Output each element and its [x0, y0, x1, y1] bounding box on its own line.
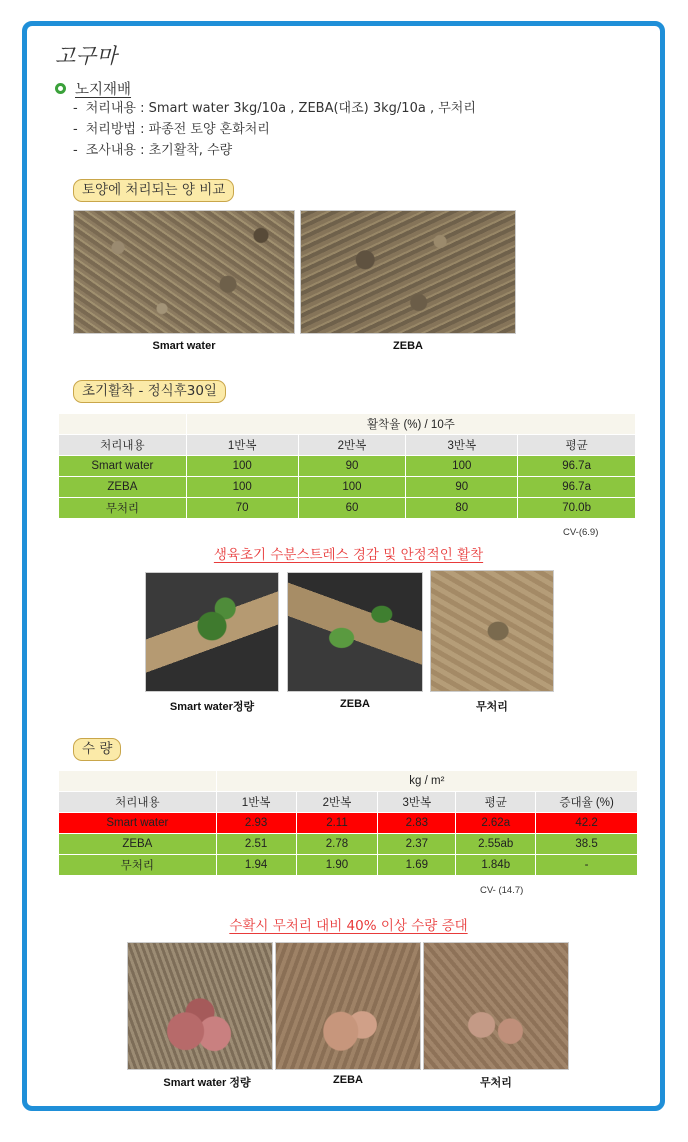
column-header: 처리내용 — [59, 792, 217, 813]
table-cell: 2.11 — [296, 813, 378, 834]
table-header-row — [59, 414, 636, 435]
table-cell: 2.62a — [456, 813, 536, 834]
table-cell: ZEBA — [59, 834, 217, 855]
section-header — [55, 78, 131, 99]
soil-caption-zeba: ZEBA — [393, 340, 423, 352]
table-cell: 80 — [406, 498, 518, 519]
column-header: 2반복 — [296, 792, 378, 813]
table-unit-header: 활착율 (%) / 10주 — [186, 414, 635, 435]
table-unit-header: kg / m² — [216, 771, 637, 792]
rooting-caption-zeba: ZEBA — [340, 698, 370, 710]
table-cell: 100 — [298, 477, 406, 498]
detail-item: - 조사내용 : 초기활착, 수량 — [73, 140, 476, 161]
table-cell: 2.37 — [378, 834, 456, 855]
soil-compare-heading: 토양에 처리되는 양 비교 — [73, 179, 234, 202]
content-frame — [22, 21, 665, 1111]
column-header: 3반복 — [378, 792, 456, 813]
soil-photo-smart-water — [73, 210, 295, 334]
yield-cv: CV- (14.7) — [480, 885, 524, 896]
table-row — [59, 456, 636, 477]
detail-item: - 처리내용 : Smart water 3kg/10a , ZEBA(대조) 3kg/10a , 무처리 — [73, 98, 476, 119]
table-cell: ZEBA — [59, 477, 187, 498]
column-header: 1반복 — [216, 792, 296, 813]
column-header: 2반복 — [298, 435, 406, 456]
table-cell: 96.7a — [518, 477, 636, 498]
rooting-photo-untreated — [430, 570, 554, 692]
table-cell: 70.0b — [518, 498, 636, 519]
table-row — [59, 813, 638, 834]
table-cell: 2.83 — [378, 813, 456, 834]
table-columns-row — [59, 792, 638, 813]
table-cell: 100 — [406, 456, 518, 477]
rooting-table — [58, 413, 636, 519]
table-cell: 1.94 — [216, 855, 296, 876]
table-cell: 1.69 — [378, 855, 456, 876]
yield-caption-untreated: 무처리 — [480, 1077, 512, 1089]
rooting-note: 생육초기 수분스트레스 경감 및 안정적인 활착 — [213, 547, 484, 563]
table-cell: 2.51 — [216, 834, 296, 855]
yield-photo-untreated — [423, 942, 569, 1070]
soil-photo-zeba — [300, 210, 516, 334]
rooting-photo-zeba — [287, 572, 423, 692]
table-row — [59, 834, 638, 855]
table-cell: Smart water — [59, 813, 217, 834]
table-header-row — [59, 771, 638, 792]
column-header: 평균 — [456, 792, 536, 813]
column-header: 증대율 (%) — [536, 792, 638, 813]
yield-table — [58, 770, 638, 876]
table-header-cell — [59, 414, 187, 435]
yield-caption-smart-water: Smart water 정량 — [163, 1077, 251, 1089]
table-cell: 70 — [186, 498, 298, 519]
column-header: 처리내용 — [59, 435, 187, 456]
yield-photo-smart-water — [127, 942, 273, 1070]
table-columns-row — [59, 435, 636, 456]
table-header-cell — [59, 771, 217, 792]
yield-photo-zeba — [275, 942, 421, 1070]
table-cell: 90 — [406, 477, 518, 498]
soil-caption-smart-water: Smart water — [152, 340, 216, 352]
table-cell: 42.2 — [536, 813, 638, 834]
table-cell: 2.78 — [296, 834, 378, 855]
table-cell: 96.7a — [518, 456, 636, 477]
yield-caption-zeba: ZEBA — [333, 1074, 363, 1086]
yield-note: 수확시 무처리 대비 40% 이상 수량 증대 — [229, 918, 468, 934]
table-cell: 2.93 — [216, 813, 296, 834]
table-cell: 60 — [298, 498, 406, 519]
column-header: 3반복 — [406, 435, 518, 456]
table-cell: - — [536, 855, 638, 876]
table-cell: 100 — [186, 477, 298, 498]
table-cell: 100 — [186, 456, 298, 477]
page-title: 고구마 — [55, 44, 118, 68]
table-row — [59, 498, 636, 519]
circle-bullet-icon — [55, 83, 66, 94]
table-row — [59, 477, 636, 498]
yield-heading: 수 량 — [73, 738, 121, 761]
column-header: 1반복 — [186, 435, 298, 456]
table-row — [59, 855, 638, 876]
table-cell: 1.90 — [296, 855, 378, 876]
column-header: 평균 — [518, 435, 636, 456]
rooting-heading: 초기활착 - 정식후30일 — [73, 380, 226, 403]
detail-item: - 처리방법 : 파종전 토양 혼화처리 — [73, 119, 476, 140]
table-cell: 무처리 — [59, 855, 217, 876]
section-label: 노지재배 — [75, 82, 132, 98]
rooting-cv: CV-(6.9) — [563, 527, 599, 538]
table-cell: Smart water — [59, 456, 187, 477]
treatment-details — [73, 98, 476, 161]
rooting-caption-smart-water: Smart water정량 — [169, 701, 255, 713]
table-cell: 90 — [298, 456, 406, 477]
rooting-photo-smart-water — [145, 572, 279, 692]
rooting-caption-untreated: 무처리 — [476, 701, 508, 713]
table-cell: 2.55ab — [456, 834, 536, 855]
table-cell: 38.5 — [536, 834, 638, 855]
table-cell: 1.84b — [456, 855, 536, 876]
table-cell: 무처리 — [59, 498, 187, 519]
